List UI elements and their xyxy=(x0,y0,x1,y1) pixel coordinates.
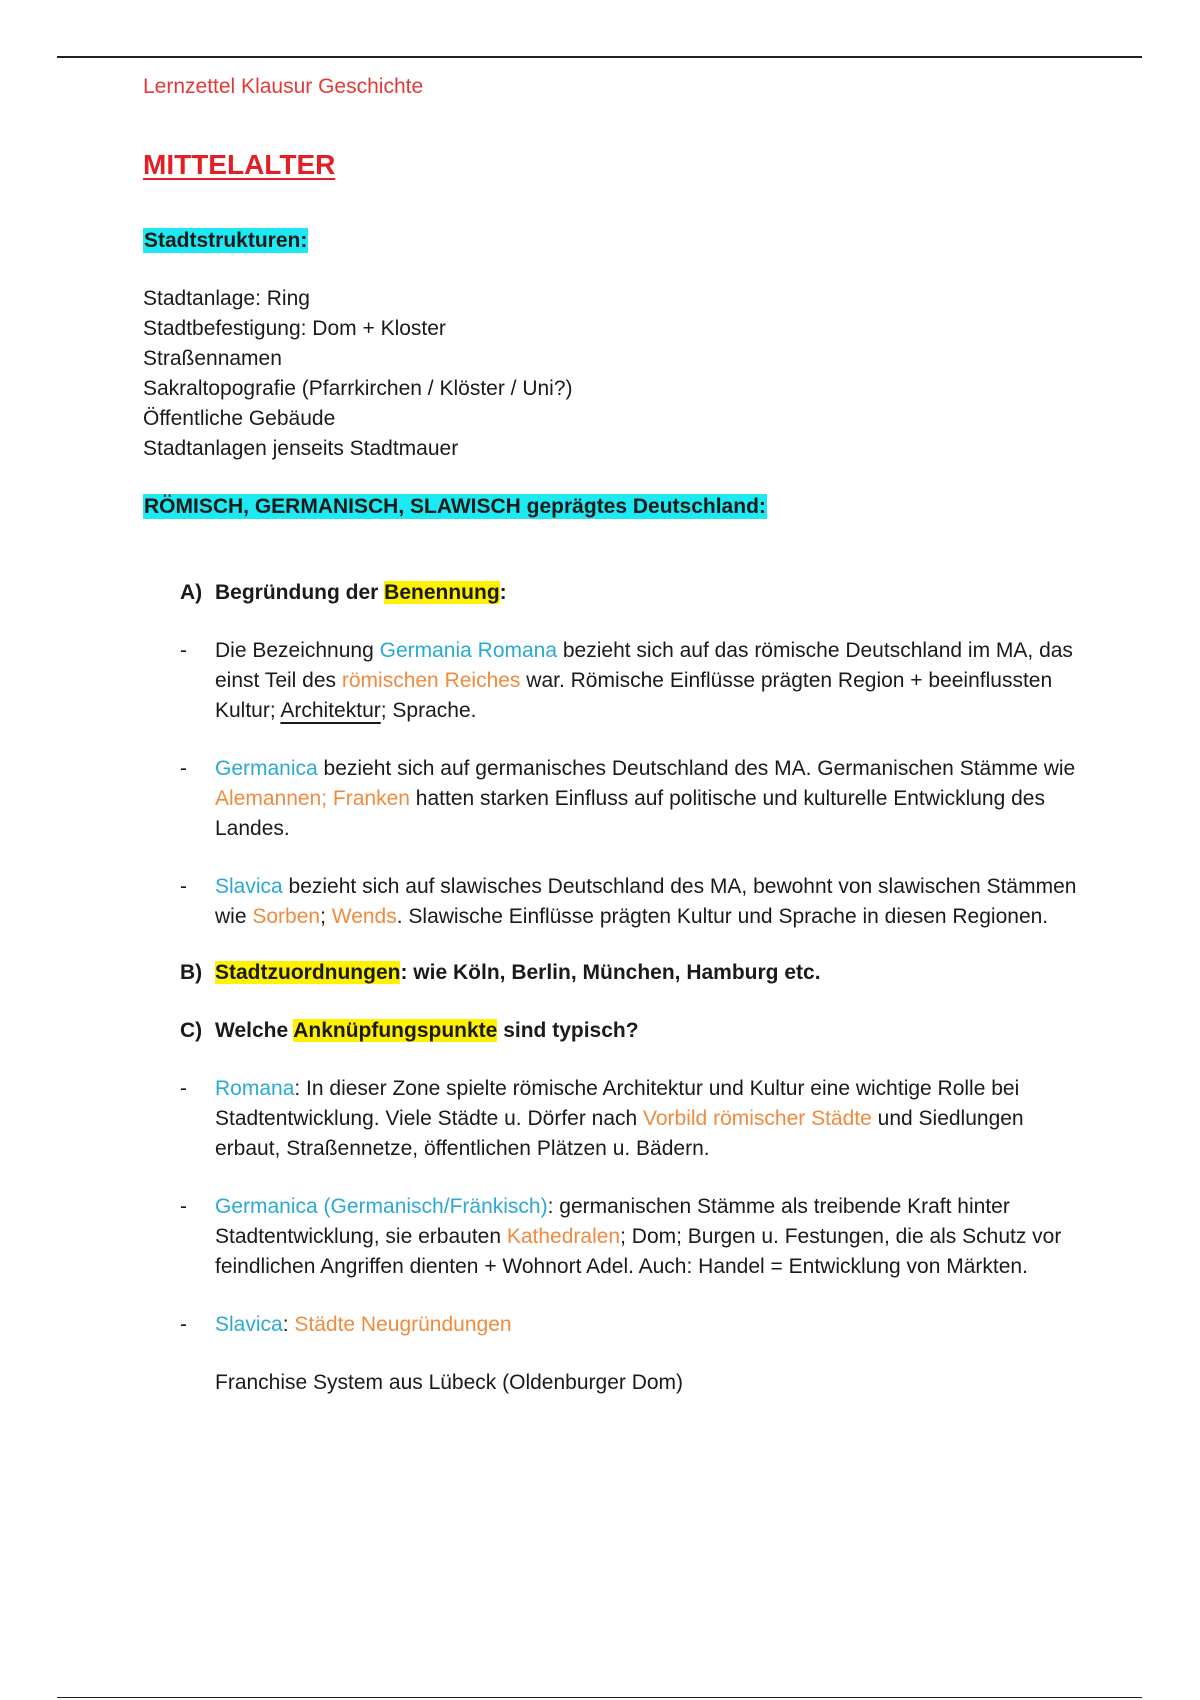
bullet-germanica xyxy=(143,754,1083,844)
paragraph-text: : In dieser Zone spielte römische Architektur und Kultur eine wichtige Rolle bei Stadtentwicklung. Viele Städte u. Dörfer nach xyxy=(215,1077,1020,1130)
term-orange: Wends xyxy=(331,905,397,928)
underlined-term: Architektur xyxy=(280,699,381,722)
dash-marker: - xyxy=(180,875,187,898)
dash-marker: - xyxy=(180,639,187,662)
list-item: Stadtanlage: Ring xyxy=(143,287,310,310)
paragraph-text: bezieht sich auf germanisches Deutschland des MA. Germanischen Stämme wie xyxy=(317,757,1076,780)
stadtstrukturen-list xyxy=(143,284,1083,464)
term-orange: Vorbild römischer Städte xyxy=(643,1107,872,1130)
term-orange: römischen Reiches xyxy=(341,669,521,692)
paragraph-text: ; Dom; Burgen u. Festungen, die als Schutz vor feindlichen Angriffen dienten + Wohnort Adel. Auch: Handel = Entwicklung von Märkten. xyxy=(215,1225,1062,1278)
paragraph-text: und Siedlungen erbaut, Straßennetze, öffentlichen Plätzen u. Bädern. xyxy=(215,1107,1024,1160)
subheading-c xyxy=(143,1016,1083,1046)
bullet-slavica xyxy=(143,872,1083,932)
bullet-germania-romana xyxy=(143,636,1083,726)
dash-marker: - xyxy=(180,1077,187,1100)
term-orange: Kathedralen xyxy=(506,1225,621,1248)
paragraph-text: ; Sprache. xyxy=(380,699,477,722)
bullet-romana xyxy=(143,1074,1083,1164)
term-blue: Slavica xyxy=(215,875,283,898)
subheading-b xyxy=(143,958,1083,988)
bullet-germanica-fraenkisch xyxy=(143,1192,1083,1282)
subheading-suffix: : xyxy=(499,581,507,604)
term-blue: Germanica xyxy=(215,757,318,780)
subheading-suffix: sind typisch? xyxy=(497,1019,639,1042)
paragraph-text: . Slawische Einflüsse prägten Kultur und Sprache in diesen Regionen. xyxy=(396,905,1049,928)
section-heading-deutschland xyxy=(143,492,1083,522)
highlighted-heading-text: Stadtstrukturen: xyxy=(144,229,308,252)
bullet-slavica-neugruendungen xyxy=(143,1310,1083,1340)
highlighted-term: Anknüpfungspunkte xyxy=(293,1019,498,1042)
list-item: Stadtbefestigung: Dom + Kloster xyxy=(143,317,446,340)
paragraph-text: ; xyxy=(320,905,332,928)
list-item: Stadtanlagen jenseits Stadtmauer xyxy=(143,437,459,460)
term-orange: Sorben xyxy=(252,905,321,928)
section-heading-stadtstrukturen xyxy=(143,226,1083,256)
subheading-text: Begründung der xyxy=(215,581,385,604)
paragraph-text: bezieht sich auf slawisches Deutschland des MA, bewohnt von slawischen Stämmen wie xyxy=(215,875,1077,928)
subheading-letter: C) xyxy=(180,1019,203,1042)
document-label: Lernzettel Klausur Geschichte xyxy=(143,75,424,98)
dash-marker: - xyxy=(180,1195,187,1218)
list-item: Straßennamen xyxy=(143,347,282,370)
dash-marker: - xyxy=(180,757,187,780)
subheading-text: Welche xyxy=(215,1019,294,1042)
paragraph-text: Die Bezeichnung xyxy=(215,639,380,662)
page-title: MITTELALTER xyxy=(143,149,336,180)
paragraph-text: war. Römische Einflüsse prägten Region + beeinflussten Kultur; xyxy=(215,669,1053,722)
paragraph-text: : xyxy=(282,1313,295,1336)
paragraph-text: hatten starken Einfluss auf politische und kulturelle Entwicklung des Landes. xyxy=(215,787,1045,840)
term-blue: Slavica xyxy=(215,1313,283,1336)
term-orange: Städte Neugründungen xyxy=(294,1313,512,1336)
top-rule xyxy=(57,56,1142,58)
term-blue: Germania Romana xyxy=(379,639,558,662)
highlighted-term: Benennung xyxy=(384,581,500,604)
document-body xyxy=(143,72,1083,1398)
paragraph-text: bezieht sich auf das römische Deutschland im MA, das einst Teil des xyxy=(215,639,1073,692)
dash-marker: - xyxy=(180,1313,187,1336)
list-item: Öffentliche Gebäude xyxy=(143,407,336,430)
subheading-letter: A) xyxy=(180,581,203,604)
bottom-rule xyxy=(57,1697,1142,1698)
term-blue: Romana xyxy=(215,1077,295,1100)
subheading-a xyxy=(143,578,1083,608)
list-item: Sakraltopografie (Pfarrkirchen / Klöster / Uni?) xyxy=(143,377,573,400)
term-blue: Germanica (Germanisch/Fränkisch) xyxy=(215,1195,548,1218)
term-orange: Alemannen; Franken xyxy=(215,787,410,810)
highlighted-term: Stadtzuordnungen xyxy=(215,961,401,984)
paragraph-text: : germanischen Stämme als treibende Kraft hinter Stadtentwicklung, sie erbauten xyxy=(215,1195,1010,1248)
subheading-suffix: : wie Köln, Berlin, München, Hamburg etc. xyxy=(400,961,821,984)
franchise-note: Franchise System aus Lübeck (Oldenburger Dom) xyxy=(215,1371,684,1394)
highlighted-heading-text: RÖMISCH, GERMANISCH, SLAWISCH geprägtes Deutschland: xyxy=(144,495,766,518)
subheading-letter: B) xyxy=(180,961,203,984)
